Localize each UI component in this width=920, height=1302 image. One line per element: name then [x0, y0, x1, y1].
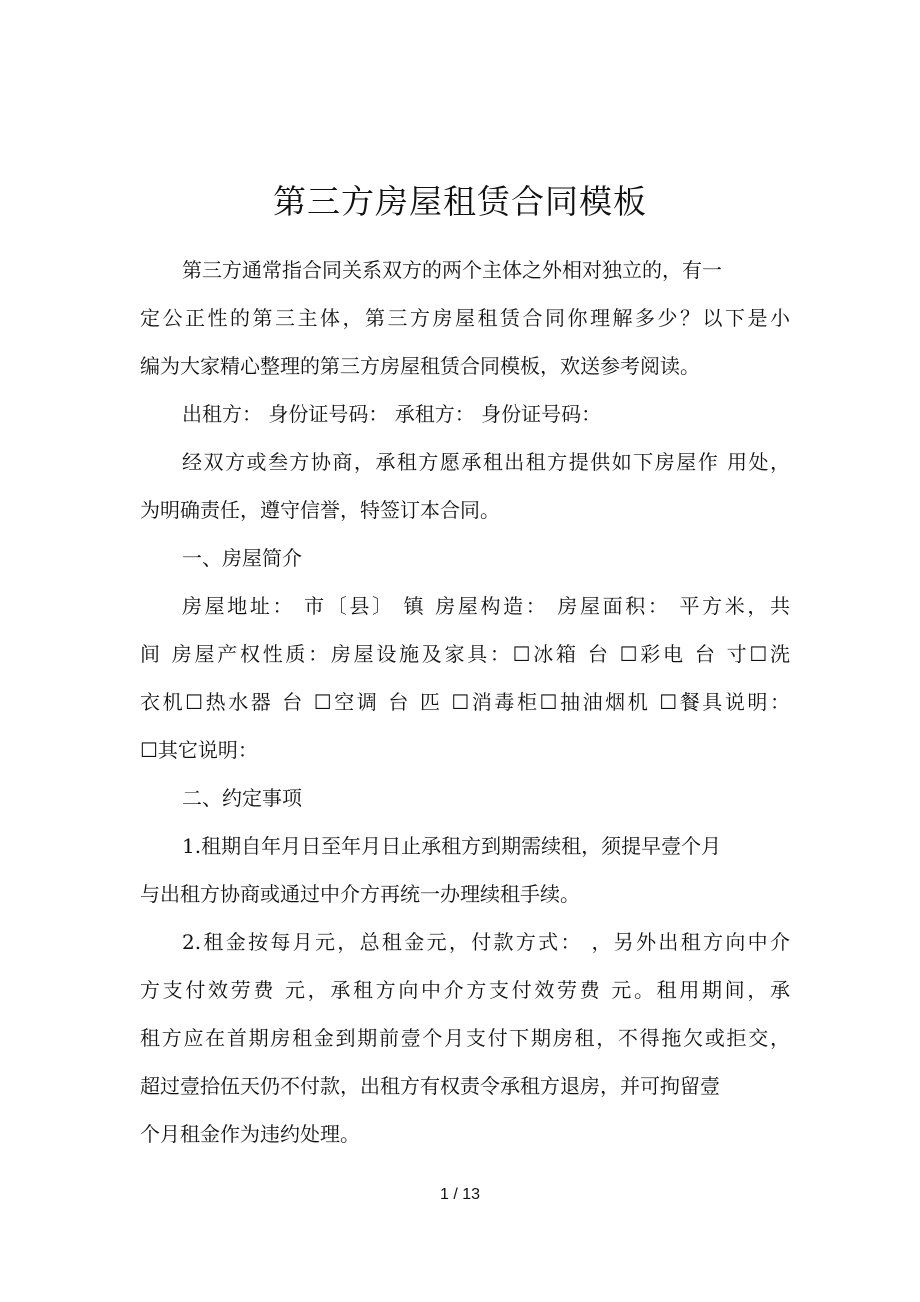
page-number: 1 / 13 [439, 1186, 481, 1203]
text-line: 出租方： 身份证号码： 承租方： 身份证号码： [182, 402, 602, 426]
document-title: 第三方房屋租赁合同模板 [273, 182, 647, 221]
text-line: 第三方通常指合同关系双方的两个主体之外相对独立的，有一 [182, 258, 722, 282]
text-line: 间 房屋产权性质：房屋设施及家具：☐冰箱 台 ☐彩电 台 寸☐洗 [140, 642, 790, 666]
text-line: 2.租金按每月元，总租金元，付款方式： ，另外出租方向中介 [182, 930, 790, 954]
text-line: 超过壹拾伍天仍不付款，出租方有权责令承租方退房，并可拘留壹 [140, 1074, 720, 1098]
text-line: 1.租期自年月日至年月日止承租方到期需续租，须提早壹个月 [182, 834, 722, 858]
text-line: 衣机☐热水器 台 ☐空调 台 匹 ☐消毒柜☐抽油烟机 ☐餐具说明： [140, 690, 790, 714]
text-line: 房屋地址： 市〔县〕 镇 房屋构造： 房屋面积： 平方米，共 [182, 594, 790, 618]
text-line: 经双方或叁方协商，承租方愿承租出租方提供如下房屋作 用处， [182, 450, 790, 474]
text-line: 定公正性的第三主体，第三方房屋租赁合同你理解多少？以下是小 [140, 306, 790, 330]
text-line: 编为大家精心整理的第三方房屋租赁合同模板，欢送参考阅读。 [140, 354, 700, 378]
text-line: 方支付效劳费 元，承租方向中介方支付效劳费 元。租用期间，承 [140, 978, 790, 1002]
text-line: 与出租方协商或通过中介方再统一办理续租手续。 [140, 882, 580, 906]
document-body [140, 246, 790, 1158]
text-line: ☐其它说明： [140, 738, 258, 762]
section-heading: 二、约定事项 [182, 786, 302, 810]
section-heading: 一、房屋简介 [182, 546, 302, 570]
text-line: 个月租金作为违约处理。 [140, 1122, 360, 1146]
text-line: 为明确责任，遵守信誉，特签订本合同。 [140, 498, 500, 522]
text-line: 租方应在首期房租金到期前壹个月支付下期房租，不得拖欠或拒交， [140, 1026, 790, 1050]
